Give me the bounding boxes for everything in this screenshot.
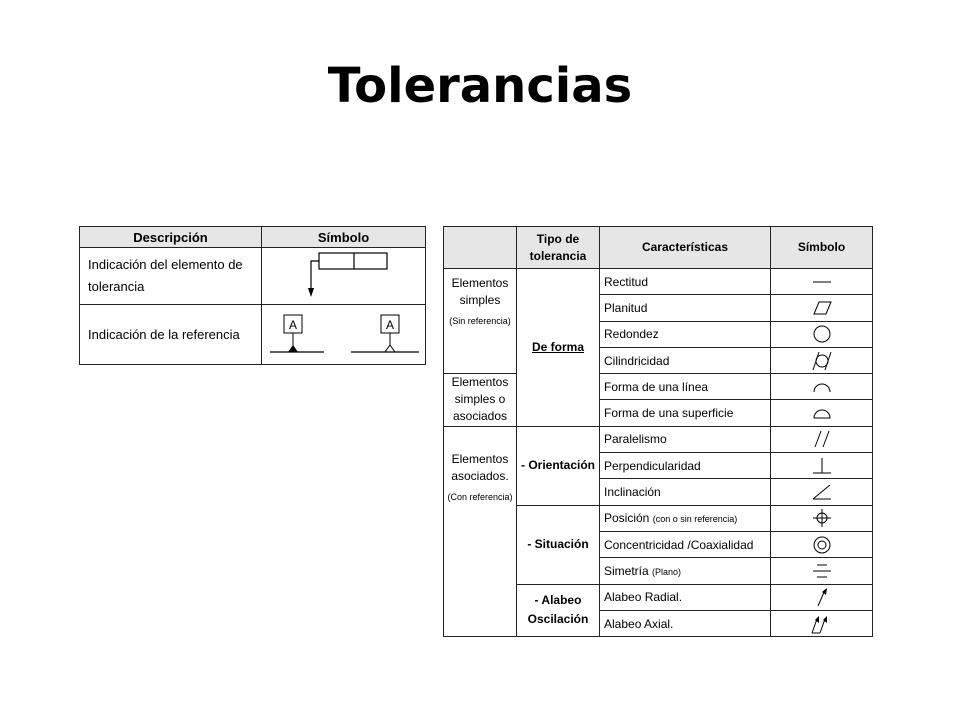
table-row	[444, 374, 873, 400]
symmetry-icon	[810, 561, 834, 581]
symbol-cell	[771, 453, 873, 479]
caracteristica-cell: Inclinación	[600, 479, 771, 505]
position-icon	[810, 508, 834, 528]
tipo-orientacion-cell: - Orientación	[517, 426, 600, 505]
header-elementos	[444, 227, 517, 269]
straightness-icon	[810, 274, 834, 290]
perpendicularity-icon	[810, 456, 834, 476]
parallelism-icon	[810, 429, 834, 449]
circularity-icon	[810, 324, 834, 344]
tolerance-frame-icon	[269, 250, 419, 302]
page-title: Tolerancias	[327, 58, 633, 114]
symbol-cell	[771, 505, 873, 531]
elementos-asociados-cell	[444, 426, 517, 636]
elementos-asociados-note: (Con referencia)	[447, 491, 513, 502]
caracteristica-cell	[600, 505, 771, 531]
caracteristica-cell: Planitud	[600, 295, 771, 321]
caracteristica-cell: Forma de una línea	[600, 374, 771, 400]
table-row	[80, 248, 426, 305]
cylindricity-icon	[809, 351, 835, 371]
tolerance-types-table	[443, 226, 873, 637]
symbol-cell	[262, 305, 426, 365]
tipo-forma-cell	[517, 269, 600, 427]
datum-letter: A	[385, 317, 394, 332]
symbol-cell	[771, 269, 873, 295]
table-row	[80, 305, 426, 365]
caracteristica-cell: Alabeo Axial.	[600, 610, 771, 636]
elementos-asociados-label: Elementos asociados.	[451, 451, 509, 483]
caracteristica-note: (Plano)	[652, 566, 682, 577]
datum-reference-icon	[269, 310, 419, 360]
tipo-situacion-cell: - Situación	[517, 505, 600, 584]
caracteristica-cell: Concentricidad /Coaxialidad	[600, 531, 771, 557]
symbol-cell	[771, 610, 873, 636]
description-cell: Indicación del elemento de tolerancia	[80, 248, 262, 305]
header-caracteristicas: Características	[600, 227, 771, 269]
symbol-cell	[771, 558, 873, 584]
tipo-forma-label: De forma	[531, 339, 584, 354]
elementos-simples-cell	[444, 269, 517, 374]
symbol-cell	[262, 248, 426, 305]
caracteristica-cell: Paralelismo	[600, 426, 771, 452]
left-symbols-table	[79, 226, 426, 365]
flatness-icon	[810, 299, 834, 317]
caracteristica-cell: Cilindricidad	[600, 347, 771, 373]
tipo-alabeo-cell: - Alabeo Oscilación	[517, 584, 600, 637]
datum-letter: A	[288, 317, 297, 332]
header-simbolo: Símbolo	[771, 227, 873, 269]
caracteristica-cell: Alabeo Radial.	[600, 584, 771, 610]
symbol-cell	[771, 321, 873, 347]
table-header-row	[80, 227, 426, 248]
symbol-cell	[771, 426, 873, 452]
caracteristica-cell: Forma de una superficie	[600, 400, 771, 426]
header-simbolo: Símbolo	[262, 227, 426, 248]
header-descripcion: Descripción	[80, 227, 262, 248]
total-runout-icon	[809, 614, 835, 634]
caracteristica-cell: Redondez	[600, 321, 771, 347]
caracteristica-label: Posición	[604, 511, 650, 526]
caracteristica-cell	[600, 558, 771, 584]
caracteristica-cell: Perpendicularidad	[600, 453, 771, 479]
caracteristica-cell: Rectitud	[600, 269, 771, 295]
symbol-cell	[771, 531, 873, 557]
elementos-simples-label: Elementos simples	[451, 276, 509, 307]
surface-profile-icon	[810, 405, 834, 421]
caracteristica-note: (con o sin referencia)	[652, 514, 738, 525]
description-cell: Indicación de la referencia	[80, 305, 262, 365]
elementos-simples-note: (Sin referencia)	[449, 316, 511, 326]
line-profile-icon	[810, 379, 834, 395]
caracteristica-label: Simetría	[604, 563, 649, 578]
symbol-cell	[771, 584, 873, 610]
symbol-cell	[771, 374, 873, 400]
circular-runout-icon	[810, 587, 834, 607]
concentricity-icon	[810, 535, 834, 555]
symbol-cell	[771, 295, 873, 321]
symbol-cell	[771, 400, 873, 426]
table-row	[444, 269, 873, 295]
elementos-simples-asociados-cell: Elementos simples o asociados	[444, 374, 517, 427]
table-row	[444, 426, 873, 452]
angularity-icon	[810, 482, 834, 502]
header-tipo: Tipo de tolerancia	[517, 227, 600, 269]
symbol-cell	[771, 347, 873, 373]
table-header-row	[444, 227, 873, 269]
symbol-cell	[771, 479, 873, 505]
